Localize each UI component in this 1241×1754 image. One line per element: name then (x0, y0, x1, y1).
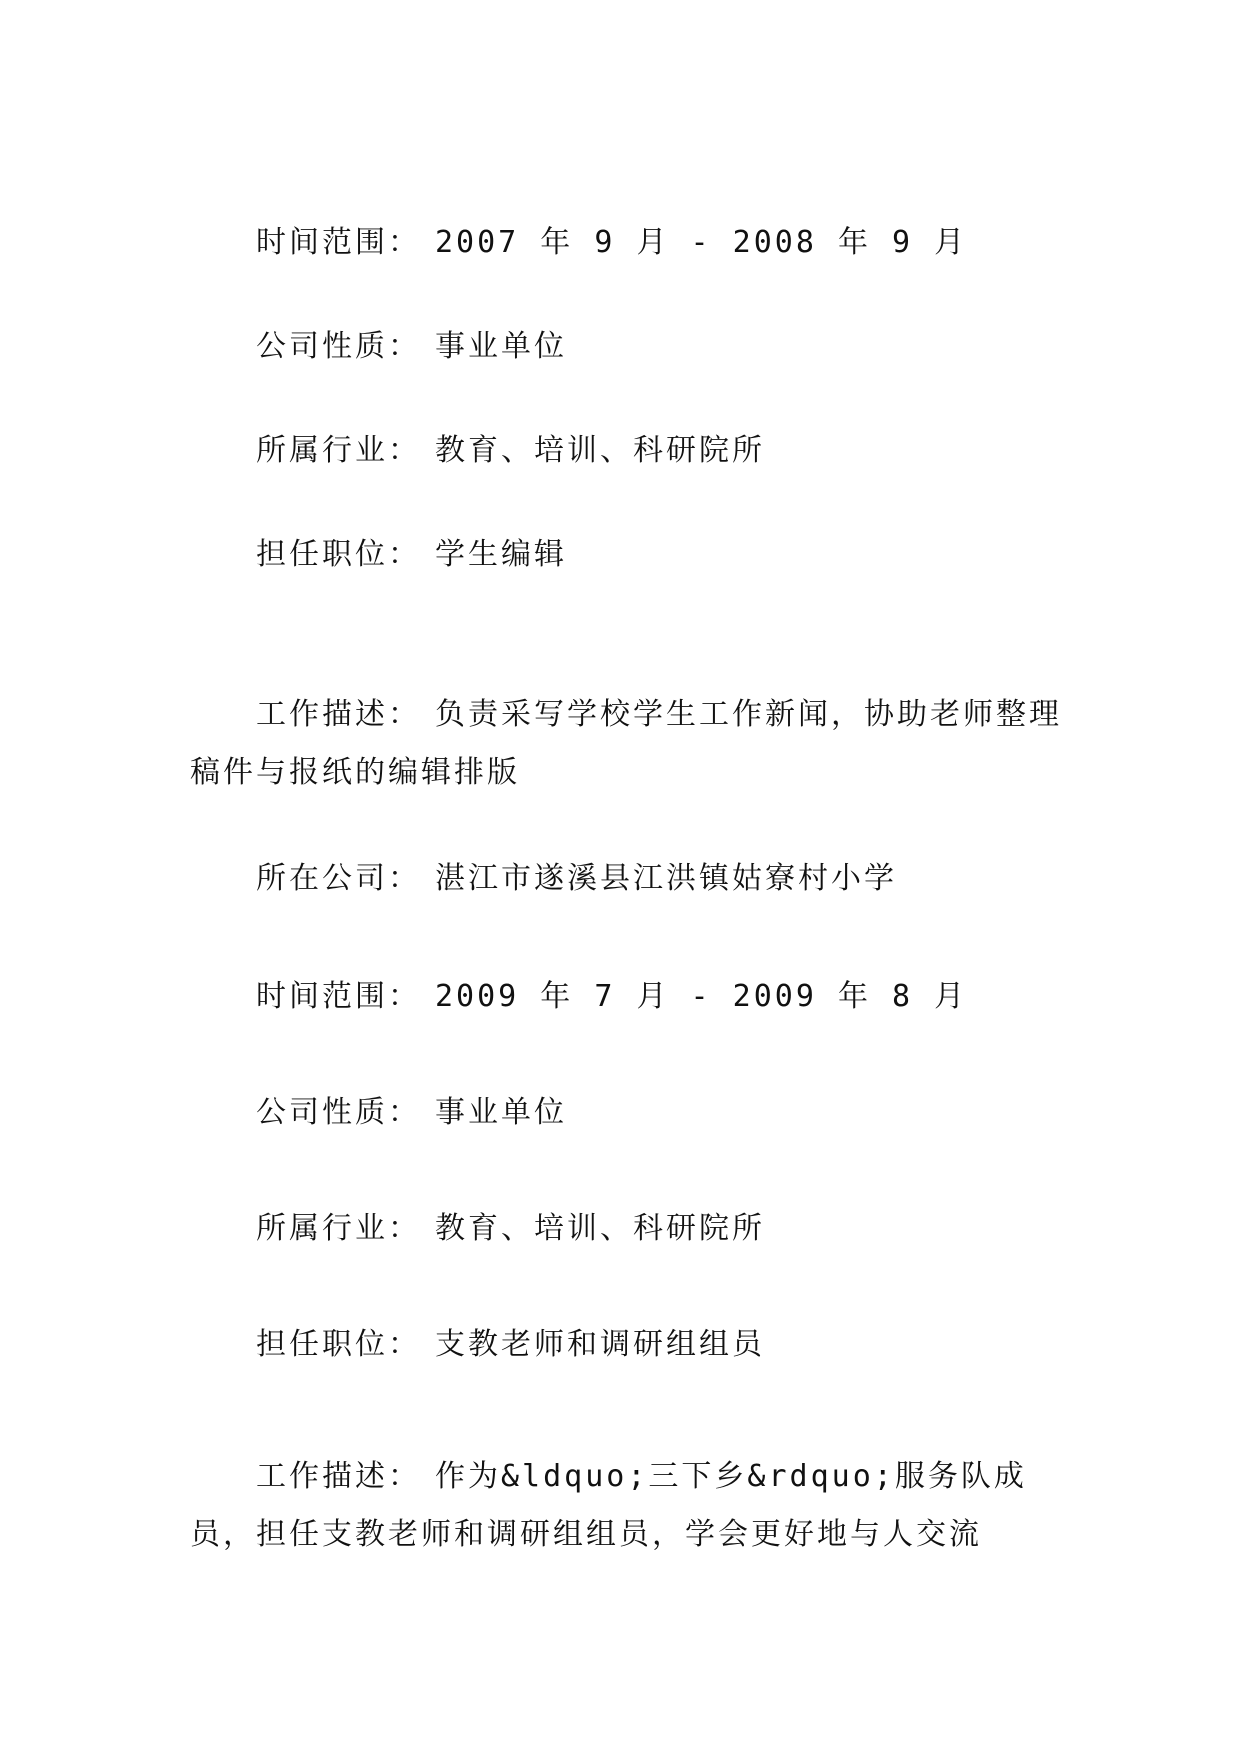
field-label: 所在公司： (256, 861, 421, 896)
entry-position-1 (190, 526, 1070, 584)
field-value: 湛江市遂溪县江洪镇姑寮村小学 (435, 861, 897, 896)
entry-position-2 (190, 1316, 1070, 1374)
entry-description-2 (190, 1448, 1070, 1564)
entry-industry-1 (190, 422, 1070, 480)
field-value: 学生编辑 (435, 537, 567, 572)
field-label: 时间范围： (256, 979, 421, 1014)
entry-time-range-1 (190, 214, 1070, 272)
entry-company-2 (190, 850, 1070, 908)
field-label: 担任职位： (256, 537, 421, 572)
field-label: 时间范围： (256, 225, 421, 260)
field-label: 工作描述： (256, 697, 421, 732)
field-label: 所属行业： (256, 433, 421, 468)
entry-company-type-1 (190, 318, 1070, 376)
field-value: 作为&ldquo;三下乡&rdquo;服务队成员，担任支教老师和调研组组员，学会更好地与人交流 (190, 1459, 1027, 1552)
field-value: 支教老师和调研组组员 (435, 1327, 765, 1362)
field-label: 公司性质： (256, 329, 421, 364)
field-label: 担任职位： (256, 1327, 421, 1362)
field-label: 公司性质： (256, 1095, 421, 1130)
field-value: 教育、培训、科研院所 (435, 1211, 765, 1246)
field-value: 2009 年 7 月 - 2009 年 8 月 (435, 979, 968, 1014)
entry-company-type-2 (190, 1084, 1070, 1142)
entry-description-1 (190, 686, 1070, 802)
field-value: 教育、培训、科研院所 (435, 433, 765, 468)
entry-time-range-2 (190, 968, 1070, 1026)
field-value: 2007 年 9 月 - 2008 年 9 月 (435, 225, 968, 260)
entry-industry-2 (190, 1200, 1070, 1258)
field-value: 负责采写学校学生工作新闻，协助老师整理稿件与报纸的编辑排版 (190, 697, 1062, 790)
field-value: 事业单位 (435, 1095, 567, 1130)
field-label: 工作描述： (256, 1459, 421, 1494)
field-value: 事业单位 (435, 329, 567, 364)
field-label: 所属行业： (256, 1211, 421, 1246)
